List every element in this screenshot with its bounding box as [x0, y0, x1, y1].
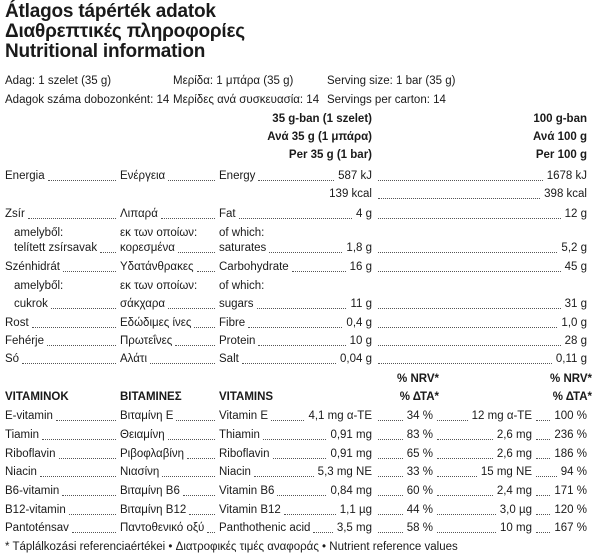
leader-dots [378, 420, 403, 421]
leader-dots [168, 308, 215, 309]
serving-info: Adag: 1 szelet (35 g) [5, 75, 112, 87]
leader-dots [48, 180, 116, 181]
leader-dots [536, 514, 550, 515]
vitamin-label-en: Riboflavin [219, 448, 270, 460]
leader-dots [437, 495, 493, 496]
nutrient-value-per-100g: 5,2 g [561, 242, 587, 254]
nutrient-label-gr: Πρωτεΐνες [120, 335, 173, 347]
vitamin-label-gr: Βιταμίνη Β12 [120, 504, 187, 516]
leader-dots [207, 532, 215, 533]
nrv-header: % NRV* [550, 373, 592, 385]
leader-dots [51, 308, 116, 309]
vitamin-label-hu: B12-vitamin [5, 504, 66, 516]
vitamin-label-gr: Θειαμίνη [120, 429, 165, 441]
vitamin-value-per-100g: 2,6 mg [496, 429, 532, 441]
leader-dots [292, 271, 346, 272]
title-line: Nutritional information [5, 41, 206, 62]
leader-dots [437, 458, 493, 459]
nutrient-label-hu: amelyből: [14, 227, 64, 239]
serving-info: Adagok száma dobozonként: 14 [5, 94, 170, 106]
leader-dots [378, 532, 403, 533]
leader-dots [378, 345, 561, 346]
vitamins-header-hu: VITAMINOK [5, 391, 69, 403]
nutrient-label-gr: Εδώδιμες ίνες [120, 317, 192, 329]
leader-dots [32, 327, 116, 328]
nutrient-value-per-serving: 587 kJ [338, 170, 372, 182]
vitamin-value-per-serving: 3,5 mg [336, 522, 372, 534]
title-line: Διαθρεπτικές πληροφορίες [5, 21, 245, 42]
vitamin-value-per-serving: 4,1 mg α-TE [308, 410, 372, 422]
leader-dots [162, 476, 215, 477]
nutrient-label-hu: Energia [5, 170, 45, 182]
nutrient-value-per-serving: 4 g [356, 208, 372, 220]
nutrient-label-hu: Rost [5, 317, 29, 329]
leader-dots [72, 532, 116, 533]
vitamin-value-per-100g: 10 mg [500, 522, 532, 534]
title-line: Átlagos tápérték adatok [5, 1, 216, 22]
leader-dots [197, 271, 215, 272]
nutrient-label-en: saturates [219, 242, 267, 254]
col-header-per-100g: Per 100 g [535, 149, 587, 161]
leader-dots [536, 532, 550, 533]
leader-dots [378, 476, 403, 477]
leader-dots [178, 252, 215, 253]
vitamin-percent-per-serving: 33 % [406, 466, 433, 478]
leader-dots [378, 439, 403, 440]
leader-dots [100, 252, 116, 253]
serving-info: Serving size: 1 bar (35 g) [327, 75, 456, 87]
vitamin-label-hu: B6-vitamin [5, 485, 60, 497]
leader-dots [257, 308, 346, 309]
nutrient-label-en: of which: [219, 227, 265, 239]
nutrient-label-gr: κορεσμένα [120, 242, 175, 254]
vitamin-label-gr: Βιταμίνη Β6 [120, 485, 180, 497]
vitamin-percent-per-serving: 58 % [406, 522, 433, 534]
nutrient-label-hu: telített zsírsavak [14, 242, 98, 254]
nutrient-label-hu: amelyből: [14, 280, 64, 292]
nutrient-label-hu: cukrok [14, 298, 48, 310]
leader-dots [378, 271, 561, 272]
leader-dots [175, 345, 215, 346]
nrv-header: % NRV* [397, 373, 439, 385]
vitamin-percent-per-100g: 94 % [560, 466, 587, 478]
leader-dots [263, 439, 326, 440]
leader-dots [313, 532, 333, 533]
nutrient-value-per-serving: 0,04 g [340, 353, 372, 365]
leader-dots [176, 420, 215, 421]
leader-dots [437, 439, 493, 440]
leader-dots [28, 218, 116, 219]
nutrient-label-gr: σάκχαρα [120, 298, 166, 310]
leader-dots [69, 514, 116, 515]
leader-dots [183, 495, 215, 496]
nutrient-label-gr: εκ των οποίων: [120, 227, 198, 239]
leader-dots [56, 420, 116, 421]
leader-dots [47, 345, 116, 346]
leader-dots [258, 180, 334, 181]
nutrient-label-en: Protein [219, 335, 256, 347]
leader-dots [271, 420, 304, 421]
nutrient-label-gr: Λιπαρά [120, 208, 158, 220]
leader-dots [168, 439, 215, 440]
dta-header: % ΔΤΑ* [552, 391, 592, 403]
vitamin-label-gr: Νιασίνη [120, 466, 160, 478]
vitamin-value-per-100g: 2,4 mg [496, 485, 532, 497]
leader-dots [42, 439, 116, 440]
vitamin-label-en: Thiamin [219, 429, 260, 441]
leader-dots [284, 514, 336, 515]
vitamin-label-en: Panthothenic acid [219, 522, 311, 534]
leader-dots [536, 458, 550, 459]
leader-dots [378, 514, 403, 515]
vitamin-value-per-serving: 1,1 µg [339, 504, 372, 516]
nutrient-label-en: Energy [219, 170, 256, 182]
leader-dots [273, 458, 326, 459]
nutrient-value-per-serving: 1,8 g [346, 242, 372, 254]
col-header-per-serving: 35 g-ban (1 szelet) [272, 113, 372, 125]
leader-dots [59, 458, 116, 459]
nutrient-value-per-100g: 398 kcal [544, 188, 587, 200]
leader-dots [194, 327, 215, 328]
leader-dots [62, 495, 116, 496]
vitamin-value-per-100g: 15 mg NE [480, 466, 532, 478]
vitamin-percent-per-100g: 167 % [554, 522, 587, 534]
leader-dots [536, 439, 550, 440]
nutrient-label-en: Fibre [219, 317, 246, 329]
leader-dots [150, 363, 215, 364]
col-header-per-serving: Per 35 g (1 bar) [288, 149, 372, 161]
nutrient-label-en: Carbohydrate [219, 261, 289, 273]
vitamin-percent-per-100g: 236 % [554, 429, 587, 441]
leader-dots [168, 180, 215, 181]
serving-info: Μερίδες ανά συσκευασία: 14 [173, 94, 320, 106]
leader-dots [40, 476, 116, 477]
nutrient-value-per-100g: 1678 kJ [546, 170, 587, 182]
nutrient-label-en: Salt [219, 353, 239, 365]
leader-dots [378, 198, 540, 199]
vitamin-label-en: Vitamin B12 [219, 504, 281, 516]
nutrient-label-hu: Fehérje [5, 335, 44, 347]
nutrient-label-gr: Υδατάνθρακες [120, 261, 194, 273]
vitamin-label-en: Vitamin B6 [219, 485, 275, 497]
leader-dots [269, 252, 342, 253]
vitamin-percent-per-100g: 186 % [554, 448, 587, 460]
vitamin-percent-per-100g: 120 % [554, 504, 587, 516]
leader-dots [239, 218, 352, 219]
leader-dots [248, 327, 342, 328]
leader-dots [161, 218, 215, 219]
leader-dots [437, 514, 496, 515]
col-header-per-100g: Ανά 100 g [533, 131, 587, 143]
vitamin-label-hu: Riboflavin [5, 448, 56, 460]
vitamin-percent-per-100g: 100 % [554, 410, 587, 422]
dta-header: % ΔΤΑ* [399, 391, 439, 403]
leader-dots [378, 495, 403, 496]
nutrient-label-hu: Szénhidrát [5, 261, 60, 273]
vitamins-header-gr: ΒΙΤΑΜΙΝΕΣ [120, 391, 182, 403]
leader-dots [187, 458, 215, 459]
vitamin-value-per-serving: 5,3 mg NE [317, 466, 372, 478]
col-header-per-serving: Ανά 35 g (1 μπάρα) [267, 131, 372, 143]
vitamin-label-hu: Niacin [5, 466, 37, 478]
vitamin-percent-per-serving: 65 % [406, 448, 433, 460]
leader-dots [378, 180, 543, 181]
leader-dots [536, 420, 550, 421]
vitamin-label-en: Vitamin E [219, 410, 269, 422]
nutrient-value-per-100g: 28 g [564, 335, 587, 347]
leader-dots [437, 532, 496, 533]
vitamin-value-per-100g: 12 mg α-TE [471, 410, 532, 422]
col-header-per-100g: 100 g-ban [533, 113, 587, 125]
leader-dots [242, 363, 336, 364]
nutrient-label-gr: εκ των οποίων: [120, 280, 198, 292]
nutrient-value-per-serving: 0,4 g [346, 317, 372, 329]
vitamin-label-hu: Pantoténsav [5, 522, 69, 534]
leader-dots [378, 218, 561, 219]
leader-dots [22, 363, 116, 364]
footnote: * Táplálkozási referenciaértékei • Διατροφικές τιμές αναφοράς • Nutrient reference values [5, 541, 458, 553]
leader-dots [437, 476, 477, 477]
nutrient-label-hu: Zsír [5, 208, 25, 220]
vitamin-label-gr: Παντοθενικό οξύ [120, 522, 205, 534]
nutrient-label-hu: Só [5, 353, 20, 365]
leader-dots [378, 363, 552, 364]
leader-dots [63, 271, 116, 272]
vitamin-value-per-serving: 0,91 mg [330, 429, 372, 441]
nutrient-label-en: Fat [219, 208, 236, 220]
nutrient-label-gr: Αλάτι [120, 353, 147, 365]
vitamin-percent-per-serving: 34 % [406, 410, 433, 422]
nutrient-value-per-100g: 12 g [564, 208, 587, 220]
nutrient-value-per-serving: 10 g [349, 335, 372, 347]
nutrient-value-per-serving: 16 g [349, 261, 372, 273]
nutrient-value-per-serving: 11 g [350, 298, 372, 310]
vitamin-value-per-serving: 0,91 mg [330, 448, 372, 460]
serving-info: Servings per carton: 14 [327, 94, 446, 106]
nutrient-label-en: of which: [219, 280, 265, 292]
leader-dots [378, 252, 557, 253]
vitamins-header-en: VITAMINS [219, 391, 274, 403]
vitamin-value-per-100g: 2,6 mg [496, 448, 532, 460]
nutrient-value-per-100g: 31 g [564, 298, 587, 310]
leader-dots [437, 420, 468, 421]
vitamin-value-per-serving: 0,84 mg [330, 485, 372, 497]
vitamin-percent-per-serving: 83 % [406, 429, 433, 441]
vitamin-value-per-100g: 3,0 µg [499, 504, 532, 516]
vitamin-label-gr: Ριβοφλαβίνη [120, 448, 185, 460]
vitamin-label-en: Niacin [219, 466, 251, 478]
nutrient-value-per-100g: 0,11 g [555, 353, 587, 365]
leader-dots [378, 458, 403, 459]
vitamin-label-hu: Tiamin [5, 429, 40, 441]
leader-dots [378, 327, 557, 328]
leader-dots [189, 514, 215, 515]
leader-dots [254, 476, 314, 477]
nutrient-label-gr: Ενέργεια [120, 170, 166, 182]
vitamin-percent-per-serving: 60 % [406, 485, 433, 497]
nutrient-label-en: sugars [219, 298, 254, 310]
nutrient-value-per-100g: 1,0 g [561, 317, 587, 329]
vitamin-label-gr: Βιταμίνη Ε [120, 410, 174, 422]
leader-dots [277, 495, 326, 496]
serving-info: Μερίδα: 1 μπάρα (35 g) [173, 75, 294, 87]
leader-dots [378, 308, 561, 309]
vitamin-percent-per-100g: 171 % [554, 485, 587, 497]
leader-dots [258, 345, 346, 346]
vitamin-percent-per-serving: 44 % [406, 504, 433, 516]
vitamin-label-hu: E-vitamin [5, 410, 53, 422]
nutrient-value-per-serving: 139 kcal [329, 188, 372, 200]
leader-dots [536, 495, 550, 496]
leader-dots [536, 476, 557, 477]
nutrient-value-per-100g: 45 g [564, 261, 587, 273]
